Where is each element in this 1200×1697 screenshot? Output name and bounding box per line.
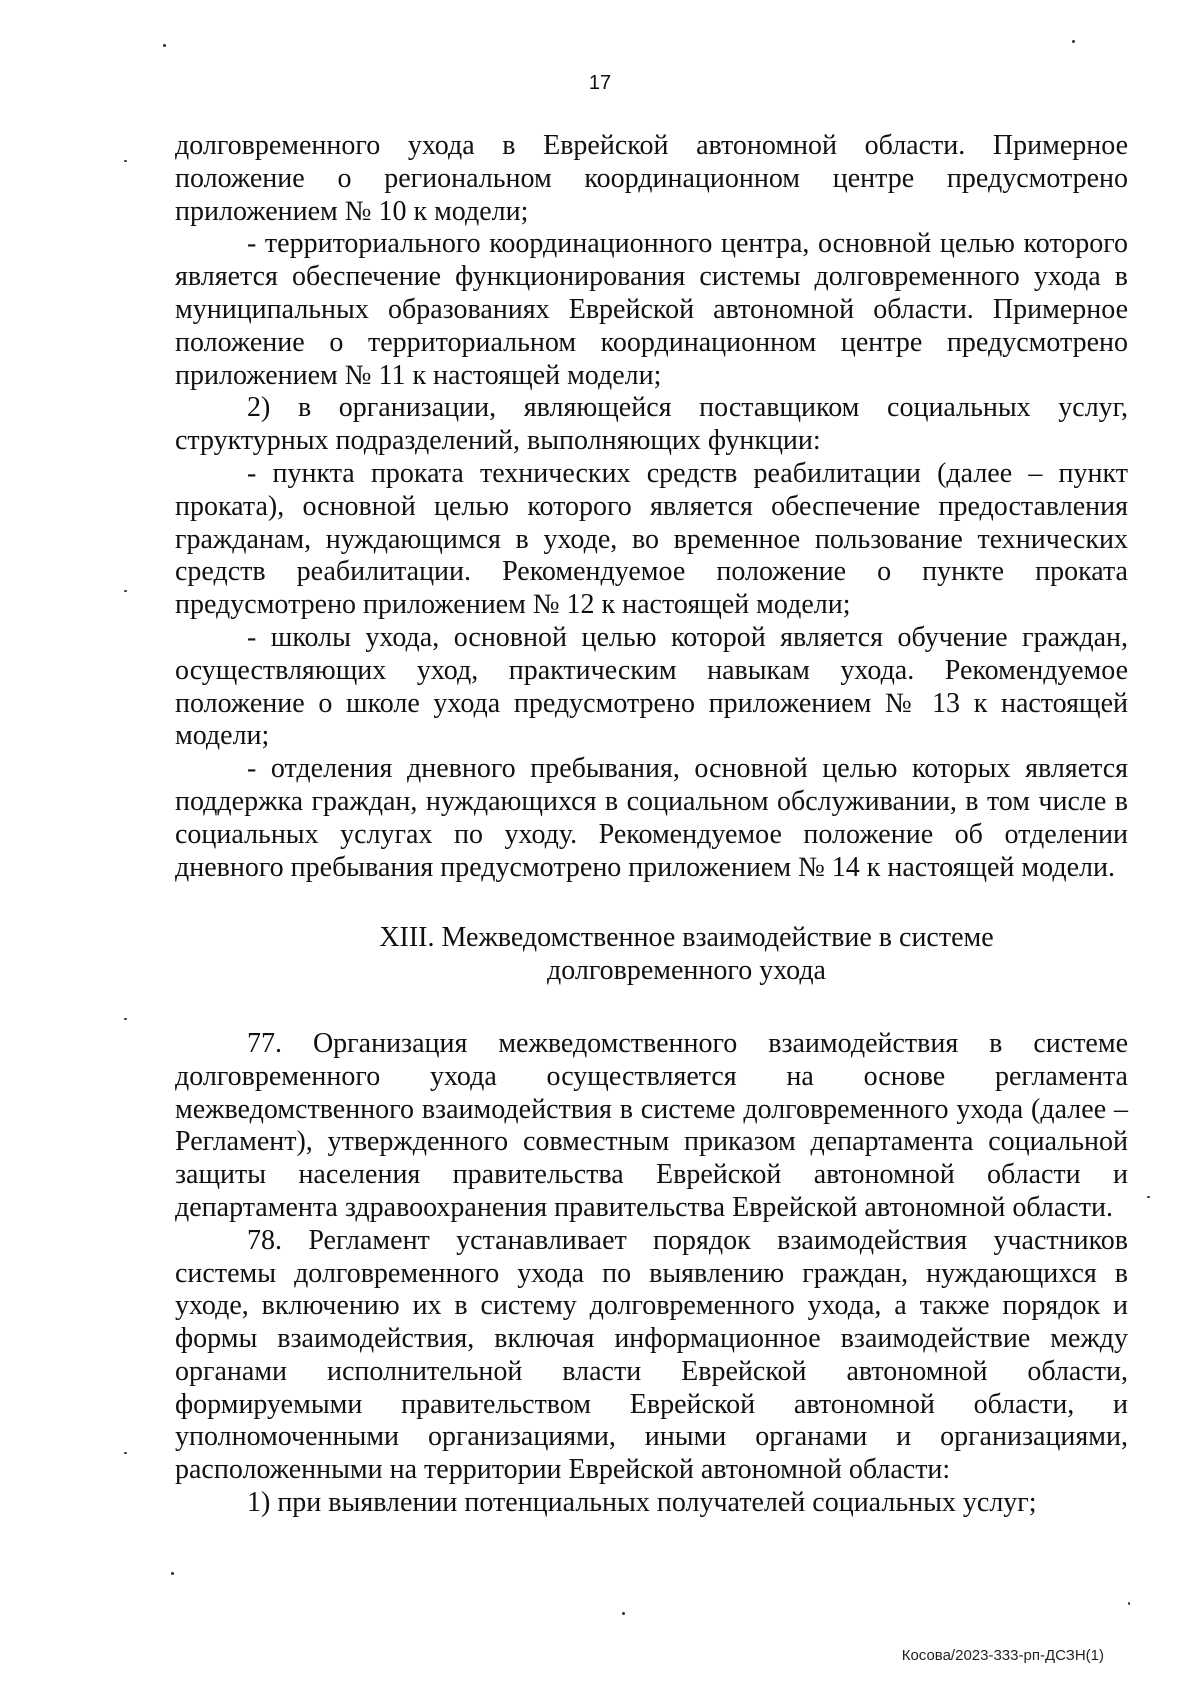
scan-speck: [124, 160, 127, 162]
scan-speck: [1128, 1602, 1130, 1605]
scan-speck: [124, 590, 127, 592]
scan-speck: [171, 1572, 174, 1575]
scan-speck: [124, 1018, 127, 1020]
body-paragraph: долговременного ухода в Еврейской автономной области. Примерное положение о региональном координационном центре предусмотрено приложением № 10 к модели;: [175, 130, 1128, 227]
scan-speck: [163, 44, 166, 47]
body-paragraph: - отделения дневного пребывания, основной целью которых является поддержка граждан, нуждающихся в социальном обслуживании, в том числе в социальных услугах по уходу. Рекомендуемое положение об отделении дневного пребывания предусмотрено приложением № 14 к настоящей модели.: [175, 753, 1128, 883]
body-paragraph: - территориального координационного центра, основной целью которого является обеспечение функционирования системы долговременного ухода в муниципальных образованиях Еврейской автономной области. Примерное положение о территориальном координационном центре предусмотрено приложением № 11 к настоящей модели;: [175, 228, 1128, 391]
scan-speck: [124, 1452, 127, 1454]
scan-speck: [1147, 1196, 1150, 1198]
scan-speck: [1072, 40, 1075, 43]
body-paragraph: 2) в организации, являющейся поставщиком социальных услуг, структурных подразделений, выполняющих функции:: [175, 392, 1128, 457]
body-paragraph: 77. Организация межведомственного взаимодействия в системе долговременного ухода осуществляется на основе регламента межведомственного взаимодействия в системе долговременного ухода (далее – Регламент), утвержденного совместным приказом департамента социальной защиты населения правительства Еврейской автономной области и департамента здравоохранения правительства Еврейской автономной области.: [175, 1027, 1128, 1223]
section-heading: [175, 922, 1128, 988]
document-body: [175, 130, 1128, 1520]
section-heading-line1: XIII. Межведомственное взаимодействие в системе: [379, 922, 994, 954]
section-heading-line2: долговременного ухода: [547, 955, 826, 987]
body-paragraph: - пункта проката технических средств реабилитации (далее – пункт проката), основной целью которого является обеспечение предоставления гражданам, нуждающимся в уходе, во временное пользование технических средств реабилитации. Рекомендуемое положение о пункте проката предусмотрено приложением № 12 к настоящей модели;: [175, 457, 1128, 621]
body-paragraph: 78. Регламент устанавливает порядок взаимодействия участников системы долговременного ухода по выявлению граждан, нуждающихся в уходе, включению их в систему долговременного ухода, а также порядок и формы взаимодействия, включая информационное взаимодействие между органами исполнительной власти Еврейской автономной области, формируемыми правительством Еврейской автономной области, и уполномоченными организациями, иными органами и организациями, расположенными на территории Еврейской автономной области:: [175, 1224, 1128, 1486]
body-paragraph: - школы ухода, основной целью которой является обучение граждан, осуществляющих уход, практическим навыкам ухода. Рекомендуемое положение о школе ухода предусмотрено приложением № 13 к настоящей модели;: [175, 621, 1128, 752]
scan-speck: [622, 1612, 625, 1615]
page-number: 17: [588, 72, 612, 94]
footer-document-code: Косова/2023-333-рп-ДСЗН(1): [901, 1647, 1104, 1664]
body-paragraph: 1) при выявлении потенциальных получателей социальных услуг;: [247, 1487, 1037, 1519]
